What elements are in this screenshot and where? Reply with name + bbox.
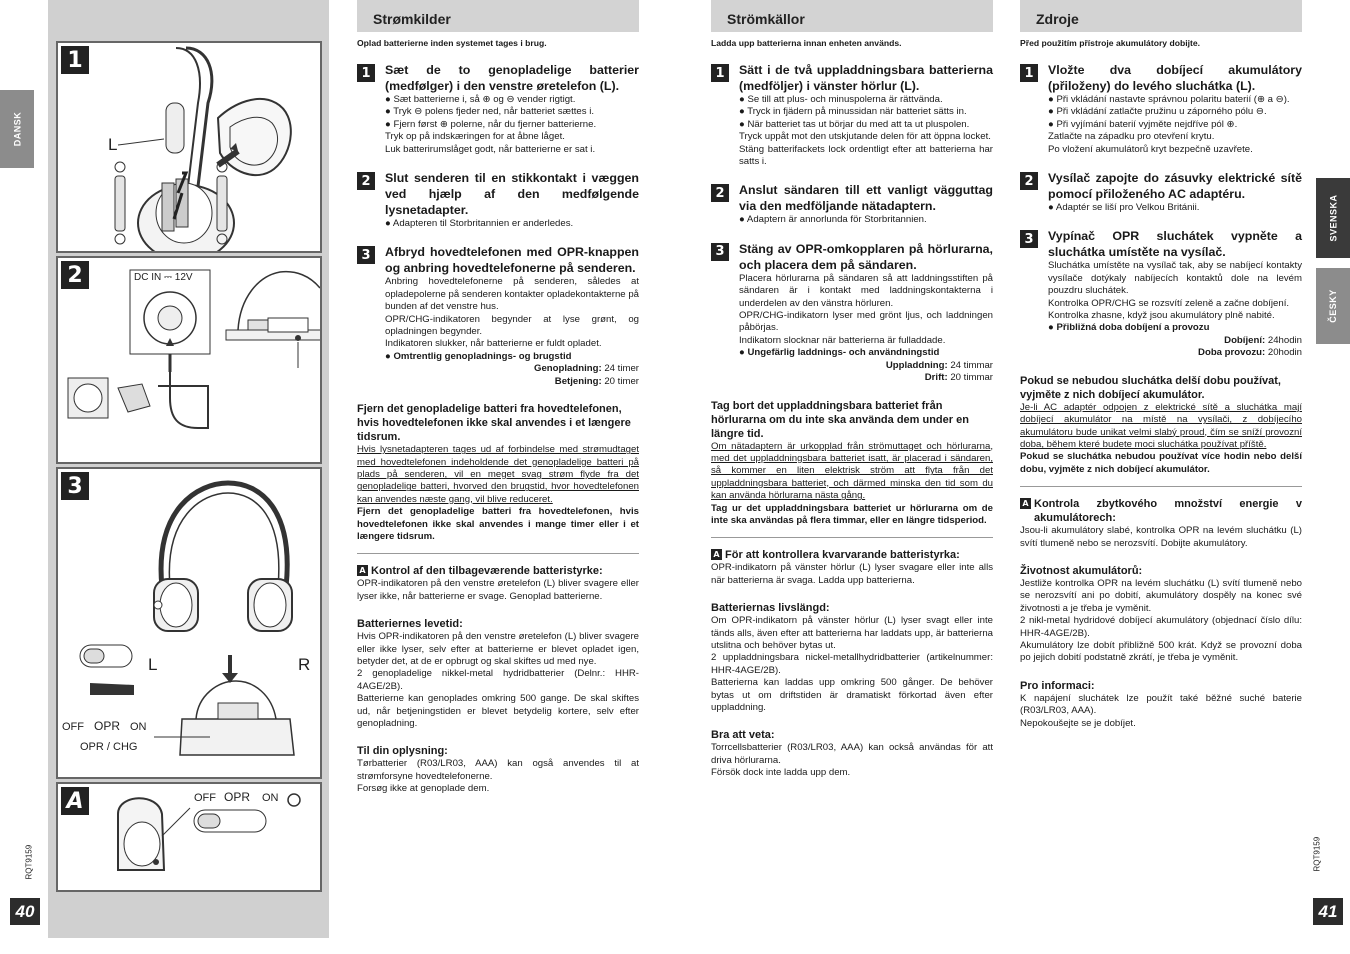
paragraph: Tryk op på indskæringen for at åbne låget. — [385, 131, 565, 143]
paragraph: Stäng batterifackets lock ordentligt efter att batterierna har satts i. — [739, 143, 993, 168]
opr-label: OPR — [94, 719, 121, 733]
figure-1-batteries — [56, 41, 322, 253]
step-number: 3 — [711, 243, 729, 261]
page-number-right: 41 — [1313, 898, 1343, 925]
paragraph: 2 uppladdningsbara nickel-metallhydridbatterier (artikelnummer: HHR-4AGE/2B). — [711, 652, 993, 676]
swedish-column — [711, 0, 993, 780]
intro-text: Oplad batterierne inden systemet tages i brug. — [357, 38, 547, 48]
step-letter: A — [711, 549, 722, 560]
operating-time: Drift: 20 timmar — [924, 372, 993, 384]
subheading: Batteriernas livslängd: — [711, 602, 830, 615]
step-title: Afbryd hovedtelefonen med OPR-knappen og anbring hovedtelefonerne på senderen. — [385, 245, 639, 276]
bullet: ● Tryck in fjädern på minussidan när batteriet sätts in. — [739, 106, 967, 118]
divider — [711, 537, 993, 538]
danish-column — [357, 0, 639, 796]
section-heading: Zdroje — [1020, 0, 1302, 32]
bullet: ● Při vkládání zatlačte pružinu u záporného pólu ⊖. — [1048, 106, 1267, 118]
operating-time: Betjening: 20 timer — [554, 375, 639, 387]
paragraph: 2 genopladelige nikkel-metal hydridbatterier (Delnr.: HHR-4AGE/2B). — [357, 668, 639, 692]
figure-letter: A — [61, 787, 89, 815]
section-heading: Strömkällor — [711, 0, 993, 32]
paragraph: OPR-indikatorn på vänster hörlur (L) lyser svagare eller inte alls när batterierna är svaga. Ladda upp batterierna. — [711, 562, 993, 586]
bullet: ● Ungefärlig laddnings- och användningstid — [739, 347, 940, 359]
operating-time: Doba provozu: 20hodin — [1198, 347, 1302, 359]
figure-number: 3 — [61, 472, 89, 500]
opr-label: OPR — [224, 790, 251, 804]
paragraph: Kontrolka OPR/CHG se rozsvítí zeleně a začne dobíjení. — [1048, 297, 1290, 309]
step-letter: A — [357, 565, 368, 576]
headphone-battery-illustration — [58, 43, 322, 253]
paragraph: Jsou-li akumulátory slabé, kontrolka OPR na levém sluchátku (L) svítí tlumeně nebo se nerozsvítí. Dobijte akumulátory. — [1020, 525, 1302, 549]
document-code-right: RQT9159 — [1312, 836, 1322, 872]
step-number: 2 — [1020, 172, 1038, 190]
subheading: Životnost akumulátorů: — [1020, 564, 1143, 577]
subheading: Pro informaci: — [1020, 679, 1095, 692]
paragraph: K napájení sluchátek lze použít také běžné suché baterie (R03/LR03, AAA). — [1020, 692, 1302, 717]
warning-title: Tag bort det uppladdningsbara batteriet från hörlurarna om du inte ska använda dem under en längre tid. — [711, 399, 969, 440]
step-number: 2 — [711, 184, 729, 202]
step-title: Vypínač OPR sluchátek vypněte a sluchátka umístěte na vysílač. — [1048, 229, 1302, 260]
subheading: Bra att veta: — [711, 729, 775, 742]
paragraph: Försök dock inte ladda upp dem. — [711, 767, 851, 779]
paragraph: Indikatorn slocknar när batterierna är fulladdade. — [739, 334, 946, 346]
charge-time: Uppladdning: 24 timmar — [885, 359, 993, 371]
warning-bold: Fjern det genopladelige batteri fra hovedtelefonen, hvis hovedtelefonen ikke skal anvendes i mange timer eller i et længere tidsrum. — [357, 506, 639, 542]
figure-2-adapter — [56, 256, 322, 464]
page-number-left: 40 — [10, 898, 40, 925]
step-3 — [1020, 228, 1302, 359]
bullet: ● Přibližná doba dobíjení a provozu — [1048, 322, 1210, 334]
bullet: ● Se till att plus- och minuspolerna är rättvända. — [739, 94, 943, 105]
paragraph: OPR/CHG-indikatoren begynder at lyse grønt, og opladningen begynder. — [385, 313, 639, 338]
figure-column — [56, 41, 322, 895]
step-1 — [357, 62, 639, 156]
warning-text: Om nätadaptern är urkopplad från strömuttaget och hörlurarna, med det uppladdningsbara batteriet isatt, är placerad i sändaren, så kommer en liten elektrisk ström att flyta från det uppladdningsbara batteriet, och därmed minska den tid som du kan använda hörlurarna nästa gång. — [711, 440, 993, 502]
step-a — [711, 548, 993, 562]
opr-switch-illustration — [58, 784, 322, 892]
step-number: 1 — [1020, 64, 1038, 82]
intro-text: Ladda upp batterierna innan enheten används. — [711, 38, 902, 48]
paragraph: Forsøg ikke at genoplade dem. — [357, 783, 490, 795]
right-label: R — [298, 655, 311, 674]
document-code-left: RQT9159 — [24, 844, 34, 880]
left-label: L — [148, 655, 158, 674]
paragraph: Kontrolka zhasne, když jsou akumulátory plně nabité. — [1048, 310, 1275, 322]
subheading: Batteriernes levetid: — [357, 618, 463, 631]
warning-bold: Tag ur det uppladdningsbara batteriet ur hörlurarna om de inte ska användas på flera timmar, eller en längre tidsperiod. — [711, 502, 993, 526]
adapter-connection-illustration — [58, 258, 322, 464]
warning-title: Fjern det genopladelige batteri fra hovedtelefonen, hvis hovedtelefonen ikke skal anvendes i et længere tidsrum. — [357, 403, 631, 444]
paragraph: Anbring hovedtelefonerne på senderen, således at opladepolerne på senderen kontakter opladekontakterne på bunden af det venstre hus. — [385, 276, 639, 313]
step-title: Vysílač zapojte do zásuvky elektrické sítě pomocí přiloženého AC adaptéru. — [1048, 171, 1302, 202]
step-2 — [357, 170, 639, 230]
paragraph: Akumulátory lze dobít přibližně 500 krát. Když se provozní doba po jejich dobití podstatně zkrátí, je třeba je vyměnit. — [1020, 639, 1302, 664]
left-earpiece-label: L — [108, 135, 118, 154]
step-title: För att kontrollera kvarvarande batteristyrka: — [725, 549, 960, 562]
off-label: OFF — [194, 792, 216, 804]
step-title: Sæt de to genopladelige batterier (medfølger) i den venstre øretelefon (L). — [385, 63, 639, 93]
paragraph: OPR-indikatoren på den venstre øretelefon (L) bliver svagere eller lyser ikke, når batterierne er svage. Genoplad batterierne. — [357, 578, 639, 602]
figure-3-placing-headphones — [56, 467, 322, 779]
bullet: ● Adaptér se liší pro Velkou Británii. — [1048, 202, 1200, 214]
divider — [1020, 486, 1302, 487]
step-number: 1 — [357, 64, 375, 82]
paragraph: Placera hörlurarna på sändaren så att laddningsstiften på sändaren är i kontakt med laddningskontakterna i underdelen av den vänstra hörluren. — [739, 272, 993, 309]
on-label: ON — [130, 721, 147, 733]
paragraph: Tørbatterier (R03/LR03, AAA) kan også anvendes til at strømforsyne hovedtelefonerne. — [357, 758, 639, 782]
step-1 — [1020, 62, 1302, 156]
step-number: 3 — [357, 246, 375, 264]
off-label: OFF — [62, 721, 84, 733]
figure-number: 1 — [61, 46, 89, 74]
opr-chg-label: OPR / CHG — [80, 741, 138, 753]
step-2 — [1020, 170, 1302, 214]
paragraph: Nepokoušejte se je dobíjet. — [1020, 717, 1136, 729]
czech-column — [1020, 0, 1302, 730]
step-title: Kontrol af den tilbageværende batteristyrke: — [371, 565, 603, 578]
warning-text: Je-li AC adaptér odpojen z elektrické sítě a sluchátka mají dobíjecí akumulátor na místě na vysílači, z dobíjecího akumulátoru bude unikat velmi slabý proud, čím se sníží provozní doba, během které budete moci sluchátka používat příště. — [1020, 401, 1302, 450]
warning-bold: Pokud se sluchátka nebudou používat více hodin nebo delší dobu, vyjměte z nich dobíjecí akumulátor. — [1020, 451, 1302, 475]
step-3 — [357, 244, 639, 388]
bullet: ● När batteriet tas ut börjar du med att ta ut pluspolen. — [739, 118, 970, 130]
step-title: Anslut sändaren till ett vanligt vägguttag via den medföljande nätadaptern. — [739, 183, 993, 214]
paragraph: 2 nikl-metal hydridové dobíjecí akumulátory (objednací číslo dílu: HHR-4AGE/2B). — [1020, 615, 1302, 639]
paragraph: Luk batterirumslåget godt, når batterierne er sat i. — [385, 143, 596, 155]
bullet: ● Sæt batterierne i, så ⊕ og ⊖ vender rigtigt. — [385, 94, 576, 105]
divider — [357, 553, 639, 554]
step-letter: A — [1020, 498, 1031, 509]
paragraph: Torrcellsbatterier (R03/LR03, AAA) kan också användas för att driva hörlurarna. — [711, 742, 993, 766]
bullet: ● Adapteren til Storbritannien er anderledes. — [385, 218, 574, 230]
paragraph: Zatlačte na západku pro otevření krytu. — [1048, 131, 1215, 143]
bullet: ● Adaptern är annorlunda för Storbritannien. — [739, 214, 927, 226]
step-a — [357, 564, 639, 578]
step-number: 2 — [357, 172, 375, 190]
warning-title: Pokud se nebudou sluchátka delší dobu používat, vyjměte z nich dobíjecí akumulátor. — [1020, 374, 1281, 401]
paragraph: Tryck uppåt mot den utskjutande delen för att öppna locket. — [739, 131, 991, 143]
step-title: Slut senderen til en stikkontakt i væggen ved hjælp af den medfølgende lysnetadapter. — [385, 171, 639, 218]
bullet: ● Při vyjímání baterií vyjměte nejdříve pól ⊕. — [1048, 118, 1238, 130]
step-title: Sätt i de två uppladdningsbara batterierna (medföljer) i vänster hörlur (L). — [739, 63, 993, 93]
step-title: Kontrola zbytkového množství energie v akumulátorech: — [1034, 498, 1302, 525]
bullet: ● Fjern først ⊕ polerne, når du fjerner batterierne. — [385, 118, 597, 130]
charge-time: Dobíjení: 24hodin — [1224, 334, 1302, 346]
step-number: 3 — [1020, 230, 1038, 248]
figure-a-battery-check — [56, 782, 322, 892]
step-3 — [711, 241, 993, 385]
step-title: Vložte dva dobíjecí akumulátory (přiloženy) do levého sluchátka (L). — [1048, 63, 1302, 93]
paragraph: Om OPR-indikatorn på vänster hörlur (L) lyser svagt eller inte tänds alls, även efter att batterierna har laddats upp, är batterierna utslitna och behöver bytas ut. — [711, 615, 993, 651]
paragraph: Hvis OPR-indikatoren på den venstre øretelefon (L) bliver svagere eller ikke lyser, selv efter at batterierne er blevet opladet igen, betyder det, at de er opbrugt og skal skiftes ud med nye. — [357, 631, 639, 667]
bullet: ● Omtrentlig genopladnings- og brugstid — [385, 350, 572, 362]
on-label: ON — [262, 792, 279, 804]
section-heading: Strømkilder — [357, 0, 639, 32]
paragraph: Po vložení akumulátorů kryt bezpečně uzavřete. — [1048, 143, 1253, 155]
paragraph: Batterierna kan laddas upp omkring 500 gånger. De behöver bytas ut om driftstiden är dramatiskt förkortad även efter uppladdning. — [711, 677, 993, 713]
paragraph: Sluchátka umístěte na vysílač tak, aby se nabíjecí kontakty vysílače dotýkaly nabíjecích kontaktů dole na levém pouzdru sluchátek. — [1048, 260, 1302, 297]
language-tab-cesky: ČESKY — [1316, 268, 1350, 344]
step-title: Stäng av OPR-omkopplaren på hörlurarna, och placera dem på sändaren. — [739, 241, 993, 272]
language-tab-svenska: SVENSKA — [1316, 178, 1350, 258]
intro-text: Před použitím přístroje akumulátory dobijte. — [1020, 38, 1201, 48]
dc-in-label: DC IN ⎓ 12V — [134, 272, 193, 283]
paragraph: Batterierne kan genoplades omkring 500 gange. De skal skiftes ud, når betjeningstiden er blevet betydelig kortere, selv efter genopladning. — [357, 693, 639, 729]
warning-text: Hvis lysnetadapteren tages ud af forbindelse med strømudtaget med hovedtelefonen indeholdende det genopladelige batteri på plads på senderen, vil en meget svag strøm flyde fra det genopladelige batteri, hvorved den brugstid, hvor hovedtelefonen kan anvendes næste gang, vil blive reduceret. — [357, 444, 639, 505]
language-tab-dansk: DANSK — [0, 90, 34, 168]
step-1 — [711, 62, 993, 168]
subheading: Til din oplysning: — [357, 745, 448, 758]
charge-time: Genopladning: 24 timer — [533, 363, 639, 375]
bullet: ● Při vkládání nastavte správnou polaritu baterií (⊕ a ⊖). — [1048, 94, 1290, 105]
step-2 — [711, 182, 993, 226]
step-number: 1 — [711, 64, 729, 82]
figure-number: 2 — [61, 261, 89, 289]
bullet: ● Tryk ⊖ polens fjeder ned, når batteriet sættes i. — [385, 106, 595, 118]
paragraph: OPR/CHG-indikatorn lyser med grönt ljus, och laddningen påbörjas. — [739, 310, 993, 334]
paragraph: Indikatoren slukker, når batterierne er fuldt opladet. — [385, 338, 602, 350]
step-a — [1020, 497, 1302, 525]
paragraph: Jestliže kontrolka OPR na levém sluchátku (L) svítí tlumeně nebo se nerozsvítí ani po dobití, akumulátory dospěly na konec své životnosti a je třeba je vyměnit. — [1020, 577, 1302, 614]
